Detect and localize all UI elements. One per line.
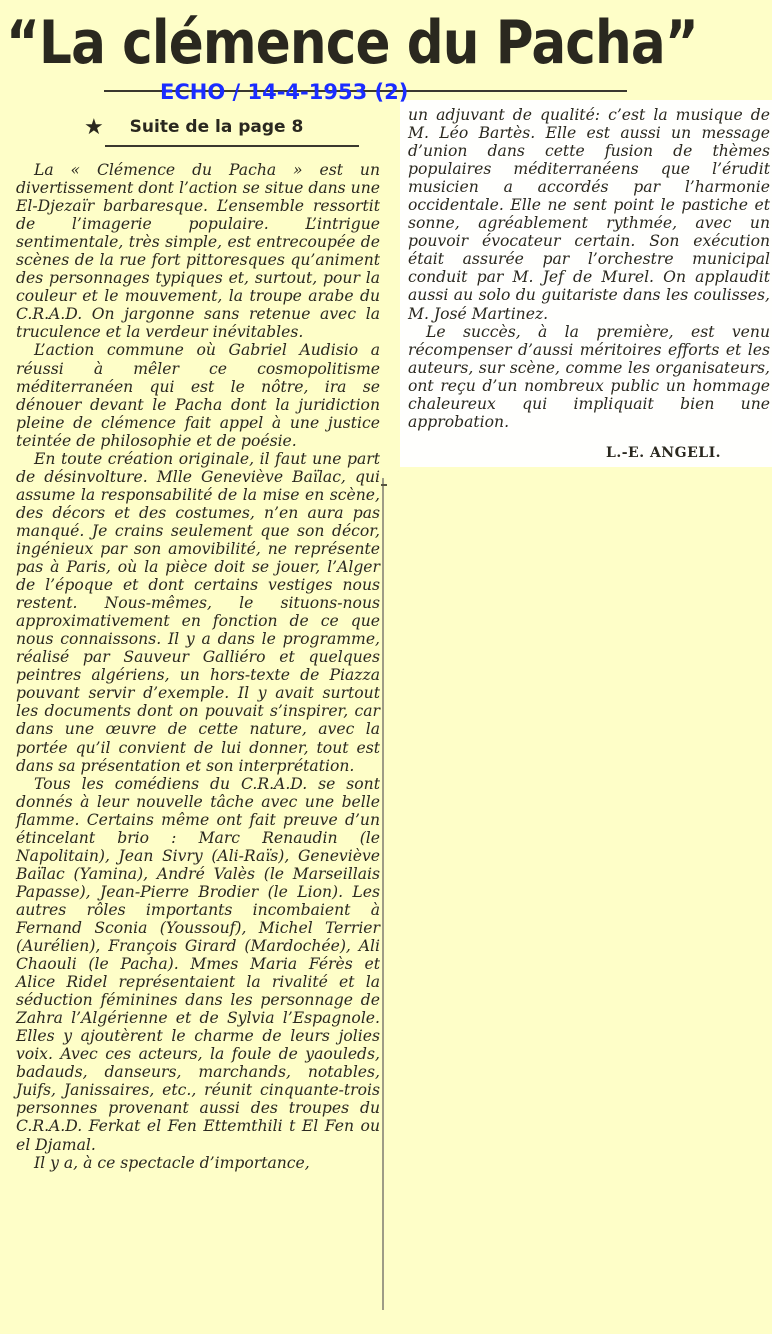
right-column (408, 106, 770, 431)
paragraph: La « Clémence du Pacha » est un divertissement dont l’action se situe dans une El-Djezaïr barbaresque. L’ensemble ressortit de l’imagerie populaire. L’intrigue sentimentale, très simple, est entrecoupée de scènes de la rue fort pittoresques qu’animent des personnages typiques et, surtout, pour la couleur et le mouvement, la troupe arabe du C.R.A.D. On jargonne sans retenue avec la truculence et la verdeur inévitables. (16, 161, 380, 342)
archive-stamp: ECHO / 14-4-1953 (2) (160, 80, 409, 104)
paragraph: Tous les comédiens du C.R.A.D. se sont donnés à leur nouvelle tâche avec une belle flamme. Certains même ont fait preuve d’un étincelant brio : Marc Renaudin (le Napolitain), Jean Sivry (Ali-Raïs), Geneviève Baïlac (Yamina), André Valès (le Marseillais Papasse), Jean-Pierre Brodier (le Lion). Les autres rôles importants incombaient à Fernand Sconia (Youssouf), Michel Terrier (Aurélien), François Girard (Mardochée), Ali Chaouli (le Pacha). Mmes Maria Férès et Alice Ridel représentaient la rivalité et la séduction féminines dans les personnage de Zahra l’Algérienne et de Sylvia l’Espagnole. Elles y ajoutèrent le charme de leurs jolies voix. Avec ces acteurs, la foule de yaouleds, badauds, danseurs, marchands, notables, Juifs, Janissaires, etc., réunit cinquante-trois personnes provenant aussi des troupes du C.R.A.D. Ferkat el Fen Ettemthili t El Fen ou el Djamal. (16, 774, 380, 1154)
column-divider-tick (381, 484, 387, 486)
continuation-kicker (84, 115, 303, 140)
continuation-label: Suite de la page 8 (129, 117, 304, 137)
star-icon: ★ (84, 115, 104, 140)
paragraph: Il y a, à ce spectacle d’importance, (34, 1153, 310, 1172)
paragraph: un adjuvant de qualité: c’est la musique de M. Léo Bartès. Elle est aussi un message d’union dans cette fusion de thèmes populaires méditerranéens que l’érudit musicien a accordés par l’harmonie occidentale. Elle ne sent point le pastiche et sonne, agréablement rythmée, avec un pouvoir évocateur certain. Son exécution était assurée par l’orchestre municipal conduit par M. Jef de Murel. On applaudit aussi au solo du guitariste dans les coulisses, M. José Martinez. (408, 106, 770, 323)
paragraph: En toute création originale, il faut une part de désinvolture. Mlle Geneviève Baïlac, qui assume la responsabilité de la mise en scène, des décors et des costumes, n’en aura pas manqué. Je crains seulement que son décor, ingénieux par son amovibilité, ne représente pas à Paris, où la pièce doit se jouer, l’Alger de l’époque et dont certains vestiges nous restent. Nous-mêmes, le situons-nous approximativement en fonction de ce que nous connaissons. Il y a dans le programme, réalisé par Sauveur Galliéro et quelques peintres algériens, un hors-texte de Piazza pouvant servir d’exemple. Il y avait surtout les documents dont on pouvait s’inspirer, car dans une œuvre de cette nature, avec la portée qu’il convient de lui donner, tout est dans sa présentation et son interprétation. (16, 449, 380, 775)
author-signature: L.-E. ANGELI. (606, 445, 721, 461)
column-divider (382, 478, 384, 1310)
left-column (16, 161, 380, 1172)
paragraph: L’action commune où Gabriel Audisio a réussi à mêler ce cosmopolitisme méditerranéen qui est le nôtre, ira se dénouer devant le Pacha dont la juridiction pleine de clémence fait appel à une justice teintée de philosophie et de poésie. (16, 341, 380, 450)
paragraph: Le succès, à la première, est venu récompenser d’aussi méritoires efforts et les auteurs, sur scène, comme les organisateurs, ont reçu d’un nombreux public un hommage chaleureux qui impliquait bien une approbation. (408, 322, 770, 431)
kicker-rule (105, 145, 359, 147)
headline: “La clémence du Pacha” (6, 8, 698, 78)
